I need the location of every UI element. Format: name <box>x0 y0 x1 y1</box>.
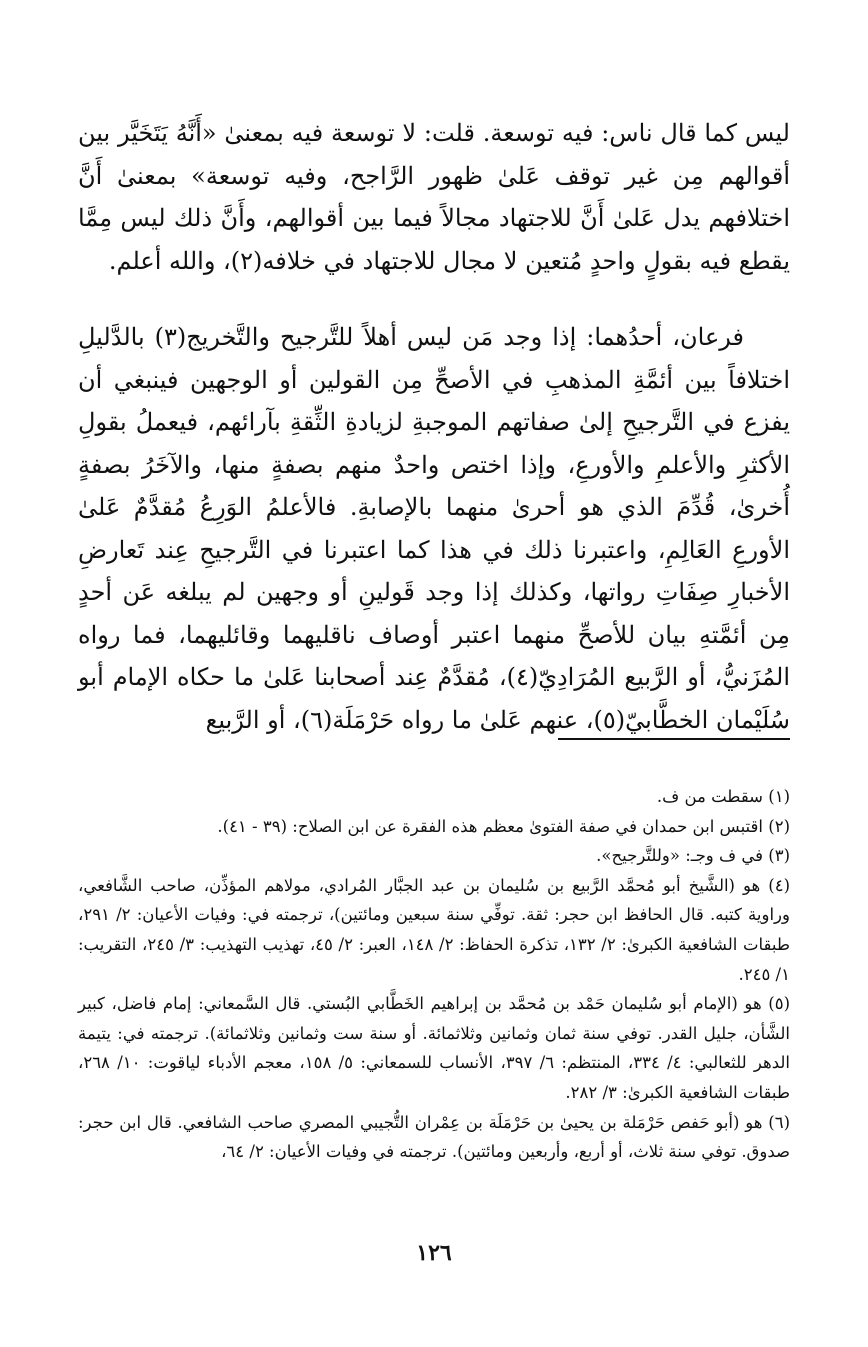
footnote-5: (٥) هو (الإمام أبو سُليمان حَمْد بن مُحمَّد بن إبراهيم الخَطَّابي البُستي. قال السَّمعاني: إمام فاضل، كبير الشَّأن، جليل القدر. توفي سنة ثمان وثمانين وثلاثمائة. أو سنة ست وثمانين وثلاثمائة). ترجمته في: يتيمة الدهر للثعالبي: ٤/ ٣٣٤، المنتظم: ٦/ ٣٩٧، الأنساب للسمعاني: ٥/ ١٥٨، معجم الأدباء لياقوت: ١٠/ ٢٦٨، طبقات الشافعية الكبرىٰ: ٣/ ٢٨٢. <box>78 994 790 1102</box>
footnotes-list <box>78 782 790 1167</box>
footnote-3: (٣) في ف وجـ: «وللتَّرجيح». <box>596 846 790 866</box>
footnote-2: (٢) اقتبس ابن حمدان في صفة الفتوىٰ معظم هذه الفقرة عن ابن الصلاح: (٣٩ - ٤١). <box>217 816 790 836</box>
page-number: ١٢٦ <box>416 1240 452 1266</box>
body-paragraph-1: ليس كما قال ناس: فيه توسعة. قلت: لا توسعة فيه بمعنىٰ «أَنَّهُ يَتَخَيَّر بين أقوالهم مِن غير توقف عَلىٰ ظهور الرَّاجح، وفيه توسعة» بمعنىٰ أَنَّ اختلافهم يدل عَلىٰ أَنَّ للاجتهاد مجالاً فيما بين أقوالهم، وأَنَّ ذلك ليس مِمَّا يقطع فيه بقولٍ واحدٍ مُتعين لا مجال للاجتهاد في خلافه(٢)، والله أعلم. <box>78 119 790 275</box>
footnote-4: (٤) هو (الشَّيخ أبو مُحمَّد الرَّبيع بن سُليمان بن عبد الجبَّار المُرادي، مولاهم المؤذِّن، صاحب الشَّافعي، وراوية كتبه. قال الحافظ ابن حجر: ثقة. توفِّي سنة سبعين ومائتين)، ترجمته في: وفيات الأعيان: ٢/ ٢٩١، طبقات الشافعية الكبرىٰ: ٢/ ١٣٢، تذكرة الحفاظ: ٢/ ١٤٨، العبر: ٢/ ٤٥، تهذيب التهذيب: ٣/ ٢٤٥، التقريب: ١/ ٢٤٥. <box>78 875 790 984</box>
footnote-6: (٦) هو (أبو حَفص حَرْمَلة بن يحيىٰ بن حَرْمَلَة بن عِمْران التُّجيبي المصري صاحب الشافعي. قال ابن حجر: صدوق. توفي سنة ثلاث، أو أربع، وأربعين ومائتين). ترجمته في وفيات الأعيان: ٢/ ٦٤، <box>78 1112 790 1162</box>
footnote-1: (١) سقطت من ف. <box>656 787 790 806</box>
footnote-separator <box>558 738 790 740</box>
body-paragraph-2: فرعان، أحدُهما: إذا وجد مَن ليس أهلاً للتَّرجيح والتَّخريج(٣) بالدَّليلِ اختلافاً بين أئمَّةِ المذهبِ في الأصحِّ مِن القولين أو الوجهين فينبغي أن يفزع في التَّرجيحِ إلىٰ صفاتهم الموجبةِ لزيادةِ الثِّقةِ بآرائهم، فيعملُ بقولِ الأكثرِ والأعلمِ والأورعِ، وإذا اختص واحدٌ منهم بصفةٍ منها، والآخَرُ بصفةٍ أُخرىٰ، قُدِّمَ الذي هو أحرىٰ منهما بالإصابةِ. فالأعلمُ الوَرِعُ مُقدَّمٌ عَلىٰ الأورعِ العَالِمِ، واعتبرنا ذلك في هذا كما اعتبرنا في التَّرجيحِ عِند تَعارضِ الأخبارِ صِفَاتِ رواتها، وكذلك إذا وجد قَولينِ أو وجهين لم يبلغه عَن أحدٍ مِن أئمَّتهِ بيان للأصحِّ منهما اعتبر أوصاف ناقليهما وقائليهما، فما رواه المُزَنيُّ، أو الرَّبيع المُرَادِيّ(٤)، مُقدَّمٌ عِند أصحابنا عَلىٰ ما حكاه الإمام أبو سُلَيْمان الخطَّابيّ(٥)، عنهم عَلىٰ ما رواه حَرْمَلَة(٦)، أو الرَّبيع <box>78 323 790 734</box>
